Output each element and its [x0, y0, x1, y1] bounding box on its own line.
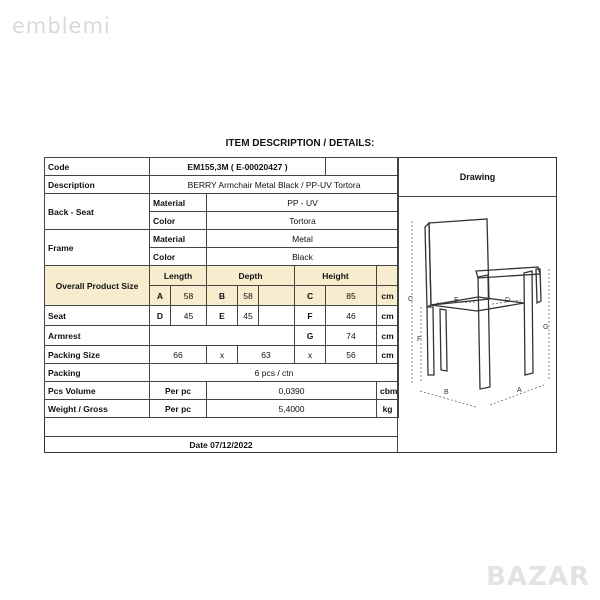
row-volume — [45, 382, 399, 400]
dim-g-value: 74 — [326, 326, 377, 346]
height-header: Height — [295, 266, 377, 286]
drawing-panel — [397, 157, 557, 453]
frame-material-label: Material — [150, 230, 207, 248]
overall-size-label: Overall Product Size — [45, 266, 150, 306]
overall-unit: cm — [377, 286, 399, 306]
volume-per: Per pc — [150, 382, 207, 400]
row-overall-headers — [45, 266, 399, 286]
label-g: G — [543, 324, 549, 331]
row-armrest — [45, 326, 399, 346]
dim-a-letter: A — [150, 286, 171, 306]
row-frame-material — [45, 230, 399, 248]
chair-front-leg — [478, 275, 490, 389]
packing-value: 6 pcs / ctn — [150, 364, 399, 382]
chair-back-leg-left — [427, 307, 434, 375]
dim-e-value: 45 — [238, 306, 259, 326]
drawing-title: Drawing — [398, 157, 557, 197]
frame-label: Frame — [45, 230, 150, 266]
frame-material: Metal — [207, 230, 399, 248]
packing-label: Packing — [45, 364, 150, 382]
description-value: BERRY Armchair Metal Black / PP-UV Tortora — [150, 176, 399, 194]
dim-d-value: 45 — [171, 306, 207, 326]
dim-c-value: 85 — [326, 286, 377, 306]
length-header: Length — [150, 266, 207, 286]
frame-color: Black — [207, 248, 399, 266]
row-description — [45, 176, 399, 194]
label-c: C — [408, 296, 414, 303]
seat-unit: cm — [377, 306, 399, 326]
back-seat-color-label: Color — [150, 212, 207, 230]
watermark-logo: emblemi — [12, 14, 111, 38]
armrest-empty — [150, 326, 295, 346]
back-seat-color: Tortora — [207, 212, 399, 230]
back-seat-material-label: Material — [150, 194, 207, 212]
dim-f-letter: F — [295, 306, 326, 326]
back-seat-label: Back - Seat — [45, 194, 150, 230]
spec-table — [44, 157, 399, 418]
label-d: D — [505, 297, 511, 304]
seat-label: Seat — [45, 306, 150, 326]
description-label: Description — [45, 176, 150, 194]
date-row: Date 07/12/2022 — [44, 436, 398, 453]
packing-x1: x — [207, 346, 238, 364]
bazar-badge: BAZAR — [486, 562, 590, 592]
chair-backrest — [429, 219, 489, 305]
overall-header-empty — [377, 266, 399, 286]
depth-header: Depth — [207, 266, 295, 286]
chair-drawing — [398, 199, 556, 449]
packing-x2: x — [295, 346, 326, 364]
dim-b-letter: B — [207, 286, 238, 306]
packing-height: 56 — [326, 346, 377, 364]
dim-e-letter: E — [207, 306, 238, 326]
label-e: E — [454, 297, 459, 304]
chair-outline — [425, 219, 541, 389]
frame-color-label: Color — [150, 248, 207, 266]
label-f: F — [417, 336, 422, 343]
row-seat — [45, 306, 399, 326]
row-packing-size — [45, 346, 399, 364]
dim-c-letter: C — [295, 286, 326, 306]
label-a: A — [517, 387, 522, 394]
row-packing — [45, 364, 399, 382]
dim-b-empty — [259, 286, 295, 306]
armrest-label: Armrest — [45, 326, 150, 346]
back-seat-material: PP - UV — [207, 194, 399, 212]
chair-mid-leg — [440, 309, 447, 371]
weight-per: Per pc — [150, 400, 207, 418]
volume-label: Pcs Volume — [45, 382, 150, 400]
weight-value: 5,4000 — [207, 400, 377, 418]
dim-f-value: 46 — [326, 306, 377, 326]
dim-a-value: 58 — [171, 286, 207, 306]
weight-label: Weight / Gross — [45, 400, 150, 418]
packing-unit: cm — [377, 346, 399, 364]
row-code — [45, 158, 399, 176]
sheet-title: ITEM DESCRIPTION / DETAILS: — [225, 138, 375, 149]
chair-back-leg-right — [524, 271, 533, 375]
armrest-unit: cm — [377, 326, 399, 346]
dim-g-letter: G — [295, 326, 326, 346]
chair-backrest-side — [425, 223, 431, 307]
packing-width: 63 — [238, 346, 295, 364]
packing-size-label: Packing Size — [45, 346, 150, 364]
volume-unit: cbm — [377, 382, 399, 400]
row-weight — [45, 400, 399, 418]
code-label: Code — [45, 158, 150, 176]
volume-value: 0,0390 — [207, 382, 377, 400]
dim-b-value: 58 — [238, 286, 259, 306]
code-empty — [326, 158, 399, 176]
dim-d-letter: D — [150, 306, 171, 326]
code-value: EM155,3M ( E-00020427 ) — [150, 158, 326, 176]
chair-armrest-top — [476, 267, 540, 278]
label-b: B — [444, 389, 449, 396]
dim-e-empty — [259, 306, 295, 326]
packing-length: 66 — [150, 346, 207, 364]
weight-unit: kg — [377, 400, 399, 418]
row-back-seat-material — [45, 194, 399, 212]
